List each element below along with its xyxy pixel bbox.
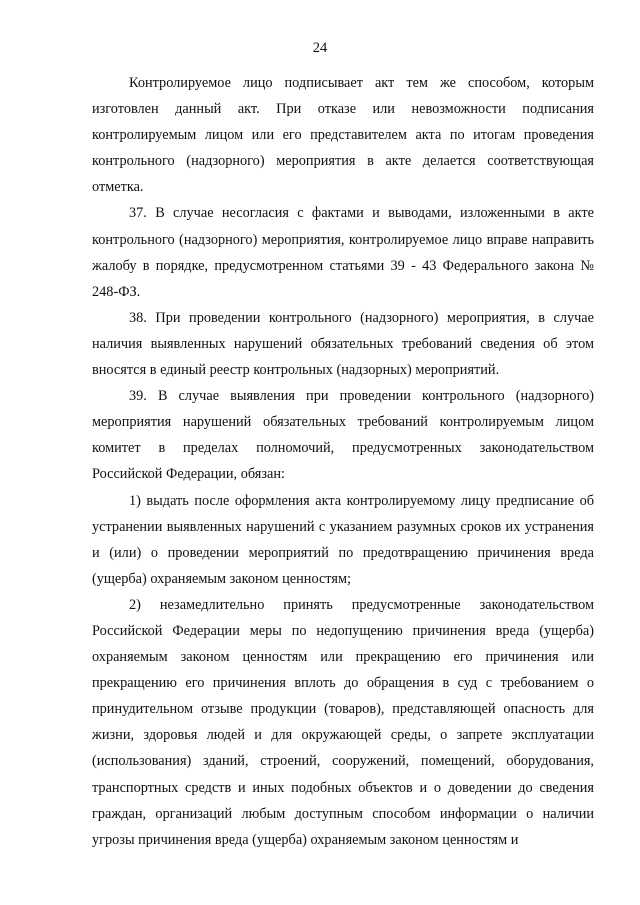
document-body [92,70,594,853]
page-number: 24 [312,40,328,56]
paragraph-signing: Контролируемое лицо подписывает акт тем же способом, которым изготовлен данный акт. При отказе или невозможности подписания контролируемым лицом или его представителем акта по итогам проведения контрольного (надзорного) мероприятия в акте делается соответствующая отметка. [92,75,594,196]
paragraph-39-item-1: 1) выдать после оформления акта контролируемому лицу предписание об устранении выявленных нарушений с указанием разумных сроков их устранения и (или) о проведении мероприятий по предотвращению причинения вреда (ущерба) охраняемым законом ценностям; [92,492,594,587]
paragraph-37: 37. В случае несогласия с фактами и выводами, изложенными в акте контрольного (надзорного) мероприятия, контролируемое лицо вправе направить жалобу в порядке, предусмотренном статьями 39 - 43 Федерального закона № 248-ФЗ. [92,205,594,300]
paragraph-38: 38. При проведении контрольного (надзорного) мероприятия, в случае наличия выявленных нарушений обязательных требований сведения об этом вносятся в единый реестр контрольных (надзорных) мероприятий. [92,309,594,379]
paragraph-39-item-2: 2) незамедлительно принять предусмотренные законодательством Российской Федерации меры по недопущению причинения вреда (ущерба) охраняемым законом ценностям или прекращению его причинения или прекращению его причинения вплоть до обращения в суд с требованием о принудительном отзыве продукции (товаров), представляющей опасность для жизни, здоровья людей и для окружающей среды, о запрете эксплуатации (использования) зданий, строений, сооружений, помещений, оборудования, транспортных средств и иных подобных объектов и о доведении до сведения граждан, организаций любым доступным способом информации о наличии угрозы причинения вреда (ущерба) охраняемым законом ценностям и [92,596,594,848]
paragraph-39: 39. В случае выявления при проведении контрольного (надзорного) мероприятия нарушений обязательных требований контролируемым лицом комитет в пределах полномочий, предусмотренных законодательством Российской Федерации, обязан: [92,388,594,483]
